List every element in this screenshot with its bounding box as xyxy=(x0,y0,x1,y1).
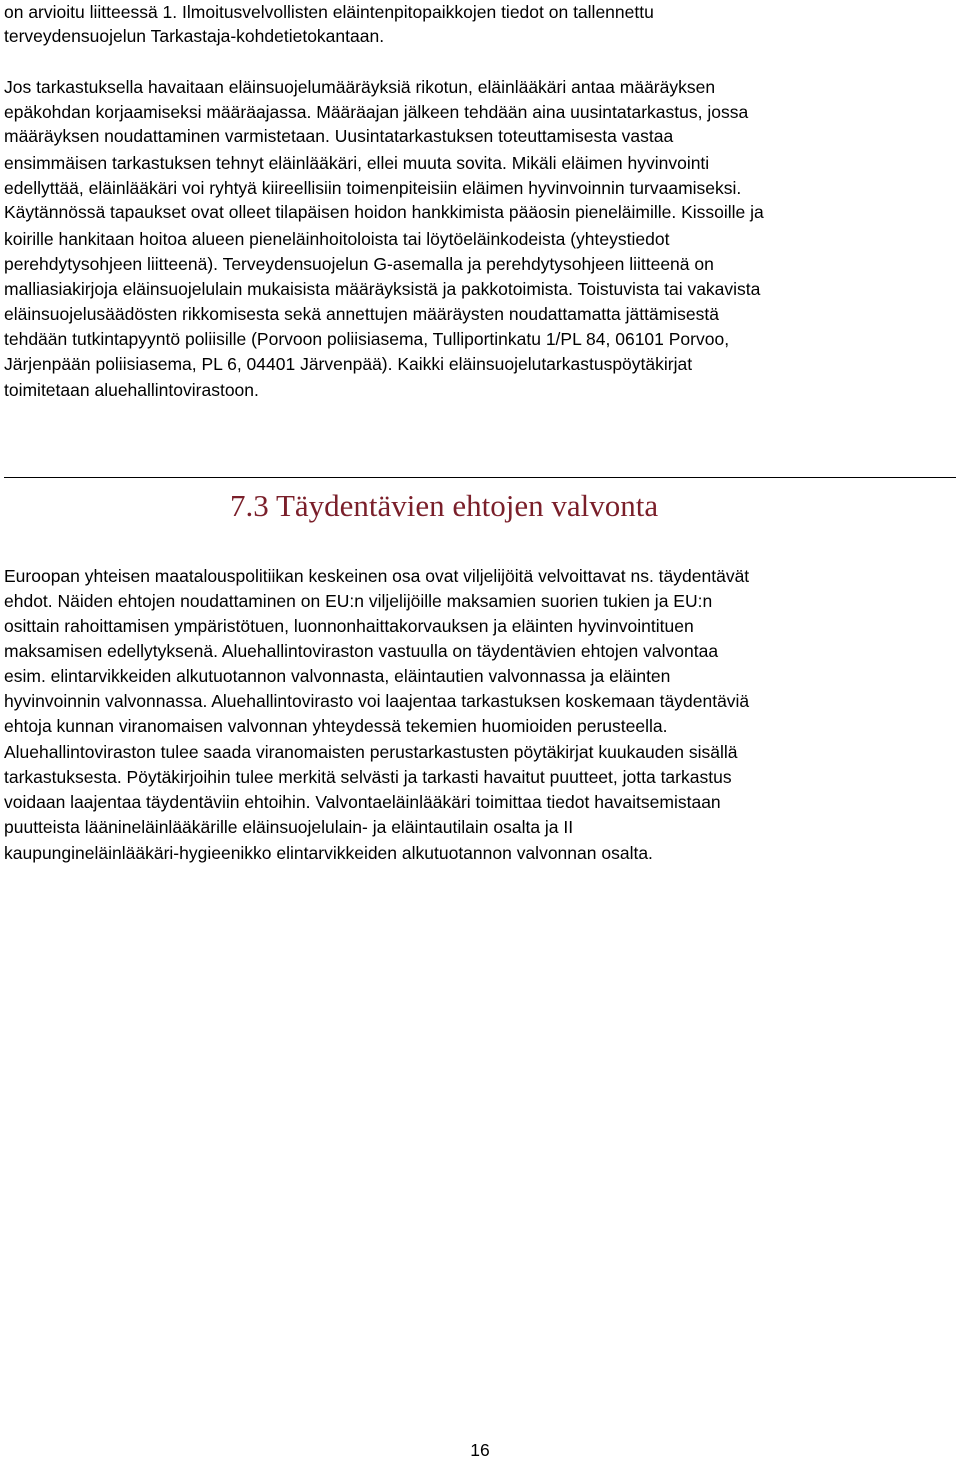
text-line: perehdytysohjeen liitteenä). Terveydensuojelun G-asemalla ja perehdytysohjeen liitteenä on xyxy=(4,254,714,274)
section-divider xyxy=(4,477,956,478)
text-line: tarkastuksesta. Pöytäkirjoihin tulee merkitä selvästi ja tarkasti havaitut puutteet, jotta tarkastus xyxy=(4,767,732,787)
text-line: eläinsuojelusäädösten rikkomisesta sekä annettujen määräysten noudattamatta jättämisestä xyxy=(4,304,719,324)
text-line: Euroopan yhteisen maatalouspolitiikan keskeinen osa ovat viljelijöitä velvoittavat ns. täydentävät xyxy=(4,566,750,586)
text-line: Käytännössä tapaukset ovat olleet tilapäisen hoidon hankkimista pääosin pieneläimille. Kissoille ja xyxy=(4,202,764,222)
text-line: malliasiakirjoja eläinsuojelulain mukaisista määräyksistä ja pakkotoimista. Toistuvista tai vakavista xyxy=(4,279,761,299)
text-line: osittain rahoittamisen ympäristötuen, luonnonhaittakorvauksen ja eläinten hyvinvointituen xyxy=(4,616,694,636)
text-line: edellyttää, eläinlääkäri voi ryhtyä kiireellisiin toimenpiteisiin eläimen hyvinvoinnin turvaamiseksi. xyxy=(4,178,742,198)
text-line: esim. elintarvikkeiden alkutuotannon valvonnasta, eläintautien valvonnassa ja eläinten xyxy=(4,666,671,686)
text-line: puutteista lääninеläinlääkärille eläinsuojelulain- ja eläintautilain osalta ja II xyxy=(4,817,574,837)
text-line: tehdään tutkintapyyntö poliisille (Porvoon poliisiasema, Tulliportinkatu 1/PL 84, 06101 Porvoo, xyxy=(4,329,730,349)
text-line: kaupungineläinlääkäri-hygieenikko elintarvikkeiden alkutuotannon valvonnan osalta. xyxy=(4,843,653,863)
text-line: voidaan laajentaa täydentäviin ehtoihin. Valvontaeläinlääkäri toimittaa tiedot havaitsemistaan xyxy=(4,792,721,812)
text-line: Aluehallintoviraston tulee saada viranomaisten perustarkastusten pöytäkirjat kuukauden sisällä xyxy=(4,742,738,762)
text-line: ehdot. Näiden ehtojen noudattaminen on EU:n viljelijöille maksamien suorien tukien ja EU:n xyxy=(4,591,713,611)
text-line: on arvioitu liitteessä 1. Ilmoitusvelvollisten eläintenpitopaikkojen tiedot on tallennettu xyxy=(4,2,654,22)
text-line: määräyksen noudattaminen varmistetaan. Uusintatarkastuksen toteuttamisesta vastaa xyxy=(4,126,674,146)
text-line: ehtoja kunnan viranomaisen valvonnan yhteydessä tekemien huomioiden perusteella. xyxy=(4,716,668,736)
text-line: Jos tarkastuksella havaitaan eläinsuojelumääräyksiä rikotun, eläinlääkäri antaa määräyksen xyxy=(4,77,716,97)
text-line: maksamisen edellytyksenä. Aluehallintoviraston vastuulla on täydentävien ehtojen valvontaa xyxy=(4,641,719,661)
text-line: koirille hankitaan hoitoa alueen pieneläinhoitoloista tai löytöeläinkodeista (yhteystiedot xyxy=(4,229,670,249)
text-line: terveydensuojelun Tarkastaja-kohdetietokantaan. xyxy=(4,26,385,46)
section-heading: 7.3 Täydentävien ehtojen valvonta xyxy=(230,488,659,523)
text-line: epäkohdan korjaamiseksi määräajassa. Määräajan jälkeen tehdään aina uusintatarkastus, jossa xyxy=(4,102,749,122)
text-line: hyvinvoinnin valvonnassa. Aluehallintovirasto voi laajentaa tarkastuksen koskemaan täydentäviä xyxy=(4,691,750,711)
page-number: 16 xyxy=(470,1440,490,1460)
text-line: ensimmäisen tarkastuksen tehnyt eläinlääkäri, ellei muuta sovita. Mikäli eläimen hyvinvointi xyxy=(4,153,710,173)
text-line: Järjenpään poliisiasema, PL 6, 04401 Järvenpää). Kaikki eläinsuojelutarkastuspöytäkirjat xyxy=(4,354,693,374)
text-line: toimitetaan aluehallintovirastoon. xyxy=(4,380,259,400)
